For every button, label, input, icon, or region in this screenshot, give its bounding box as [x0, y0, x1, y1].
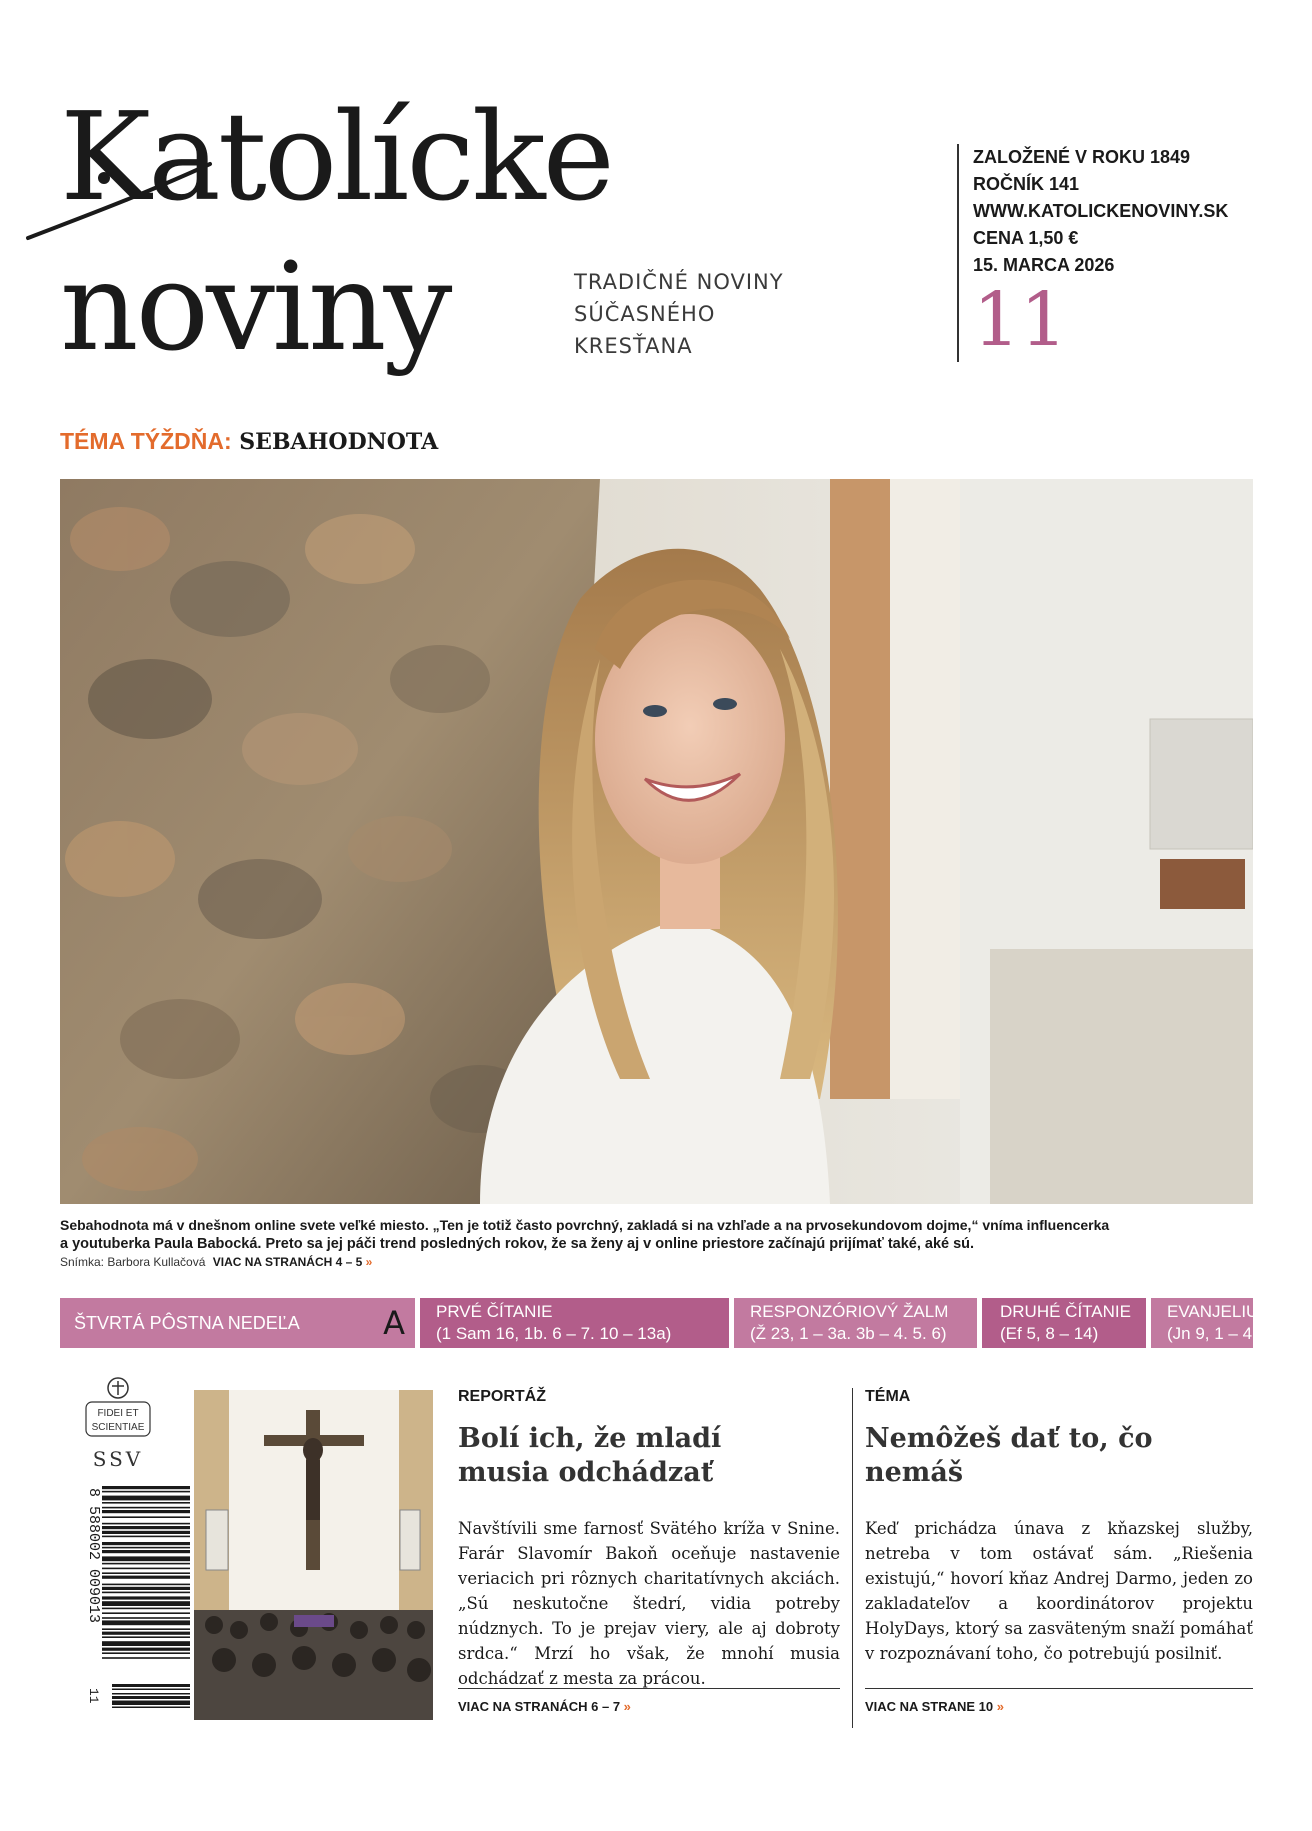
reading-psalm-ref: (Ž 23, 1 – 3a. 3b – 4. 5. 6) — [750, 1324, 947, 1343]
theme-label: TÉMA TÝŽDŇA: — [60, 428, 232, 454]
church-photo — [194, 1390, 433, 1720]
barcode-bar — [102, 1628, 190, 1630]
barcode-bar — [102, 1496, 190, 1501]
barcode-bar — [102, 1592, 190, 1594]
masthead-title-line2: noviny — [60, 236, 450, 378]
hero-photo-illustration — [60, 479, 1253, 1204]
reading-psalm-title: RESPONZÓRIOVÝ ŽALM — [750, 1302, 949, 1321]
theme-value: SEBAHODNOTA — [239, 429, 439, 455]
barcode-bar — [102, 1547, 190, 1549]
barcode-bar — [102, 1510, 190, 1513]
barcode-addon-bar — [112, 1689, 190, 1691]
barcode-bar — [102, 1641, 190, 1646]
website-link[interactable]: WWW.KATOLICKENOVINY.SK — [973, 201, 1229, 221]
article-kicker: TÉMA — [865, 1388, 911, 1405]
liturgical-cycle: A — [383, 1304, 405, 1342]
barcode-addon-bar — [112, 1701, 190, 1706]
reading-first-ref: (1 Sam 16, 1b. 6 – 7. 10 – 13a) — [436, 1324, 672, 1343]
founded-line: ZALOŽENÉ V ROKU 1849 — [973, 147, 1191, 167]
reading-gospel — [1151, 1298, 1273, 1348]
reading-gospel-title: EVANJELIUM — [1167, 1302, 1273, 1321]
church-photo-illustration — [194, 1390, 433, 1720]
barcode-bar — [102, 1507, 190, 1509]
barcode-addon-bar — [112, 1693, 190, 1695]
caption-line: a youtuberka Paula Babocká. Preto sa jej páči trend posledných rokov, že sa ženy aj v online priestore začínajú prijímať také, aké sú. — [60, 1236, 975, 1252]
barcode-bar — [102, 1584, 190, 1586]
article-tema[interactable] — [865, 1388, 1253, 1728]
barcode-bar — [102, 1648, 190, 1651]
barcode-bar — [102, 1620, 190, 1625]
issue-number: 11 — [973, 277, 1068, 363]
masthead — [60, 86, 800, 406]
article-kicker: REPORTÁŽ — [458, 1388, 546, 1405]
barcode-bar — [102, 1601, 190, 1606]
reading-first — [420, 1298, 729, 1348]
barcode-bar — [102, 1636, 190, 1638]
issue-info — [957, 144, 1257, 362]
caption-line: Sebahodnota má v dnešnom online svete veľké miesto. „Ten je totiž často povrchný, zakladá si na vzhľade a na prvosekundovom dojme,“ vníma influencerka — [60, 1217, 1110, 1233]
barcode-bar — [102, 1572, 190, 1574]
barcode-bar — [102, 1632, 190, 1635]
tagline-line: KRESŤANA — [574, 334, 693, 358]
barcode-bar — [102, 1486, 190, 1489]
seal-mark: SSV — [92, 1447, 144, 1471]
barcode-bar — [102, 1536, 190, 1538]
reading-second-title: DRUHÉ ČÍTANIE — [1000, 1302, 1131, 1321]
barcode — [72, 1480, 196, 1718]
article-footer — [458, 1688, 840, 1728]
column-divider — [852, 1388, 853, 1728]
barcode-bar — [102, 1563, 190, 1565]
barcode-bar — [102, 1617, 190, 1619]
sunday-label: ŠTVRTÁ PÔSTNA NEDEĽA — [74, 1313, 300, 1333]
reading-second — [982, 1298, 1146, 1348]
barcode-bar — [102, 1556, 190, 1561]
barcode-bar — [102, 1526, 190, 1529]
barcode-icon — [72, 1480, 196, 1718]
barcode-bar — [102, 1542, 190, 1545]
barcode-bar — [102, 1502, 190, 1504]
article-headline[interactable]: Nemôžeš dať to, čo nemáš — [865, 1423, 1153, 1488]
article-more-link[interactable]: VIAC NA STRANE 10 — [865, 1699, 994, 1714]
tagline-line: TRADIČNÉ NOVINY — [574, 270, 784, 294]
barcode-bar — [102, 1608, 190, 1610]
readings-sunday — [60, 1298, 415, 1348]
photo-credit-line — [60, 1255, 372, 1269]
date-line: 15. MARCA 2026 — [973, 255, 1115, 275]
barcode-addon: 11 — [86, 1688, 101, 1704]
masthead-title-line1: Katolícke — [60, 86, 612, 228]
hero-caption — [60, 1216, 1253, 1254]
barcode-addon-bar — [112, 1696, 190, 1699]
barcode-bar — [102, 1587, 190, 1590]
barcode-bar — [102, 1523, 190, 1525]
barcode-digits: 8 588002 009013 — [85, 1488, 102, 1624]
barcode-bar — [102, 1652, 190, 1654]
barcode-bar — [102, 1657, 190, 1659]
more-pages-link[interactable]: VIAC NA STRANÁCH 4 – 5 — [212, 1255, 363, 1269]
volume-line: ROČNÍK 141 — [973, 174, 1080, 194]
theme-of-week — [60, 428, 438, 455]
seal-line2: SCIENTIAE — [91, 1422, 145, 1433]
article-headline[interactable]: Bolí ich, že mladí musia odchádzať — [458, 1423, 722, 1488]
chevron-double-right-icon: » — [623, 1699, 631, 1714]
publisher-seal-icon — [78, 1376, 158, 1476]
tagline-line: SÚČASNÉHO — [574, 302, 716, 326]
barcode-bar — [102, 1516, 190, 1518]
reading-second-ref: (Ef 5, 8 – 14) — [1000, 1324, 1099, 1343]
barcode-bar — [102, 1491, 190, 1493]
article-more-link[interactable]: VIAC NA STRANÁCH 6 – 7 — [458, 1699, 621, 1714]
barcode-bar — [102, 1550, 190, 1553]
publisher-seal — [78, 1376, 158, 1476]
barcode-bar — [102, 1612, 190, 1614]
masthead-tagline — [574, 266, 784, 362]
barcode-bar — [102, 1596, 190, 1599]
chevron-double-right-icon: » — [365, 1255, 373, 1269]
article-body: Keď prichádza únava z kňazskej služby, netreba v tom ostávať sám. „Riešenia existujú,“ hovorí kňaz Andrej Darmo, jeden zo zakladateľov a koordinátorov projektu HolyDays, ktorý sa zasväteným snaží pomáhať v rozpoznávaní toho, čo potrebujú posilniť. — [865, 1519, 1253, 1663]
barcode-addon-bar — [112, 1707, 190, 1709]
reading-gospel-ref: (Jn 9, 1 – 41) — [1167, 1324, 1268, 1343]
seal-line1: FIDEI ET — [97, 1408, 139, 1419]
article-footer — [865, 1688, 1253, 1728]
photo-credit: Snímka: Barbora Kullačová — [60, 1255, 206, 1269]
reading-psalm — [734, 1298, 977, 1348]
price-line: CENA 1,50 € — [973, 228, 1079, 248]
barcode-bar — [102, 1531, 190, 1534]
barcode-bar — [102, 1576, 190, 1579]
readings-bar — [60, 1298, 1273, 1348]
barcode-bar — [102, 1568, 190, 1570]
reading-first-title: PRVÉ ČÍTANIE — [436, 1302, 553, 1321]
article-reportaz[interactable] — [458, 1388, 840, 1728]
hero-photo — [60, 479, 1253, 1204]
article-body: Navštívili sme farnosť Svätého kríža v Snine. Farár Slavomír Bakoň oceňuje nastavenie veriacich pri rôznych charitatívnych akciách. „Sú neskutočne štedrí, vidia potreby núdznych. To je prejav viery, ale aj dobroty srdca.“ Mrzí ho však, že mnohí musia odchádzať z mesta za prácou. — [458, 1519, 840, 1688]
chevron-double-right-icon: » — [996, 1699, 1004, 1714]
barcode-addon-bar — [112, 1684, 190, 1687]
